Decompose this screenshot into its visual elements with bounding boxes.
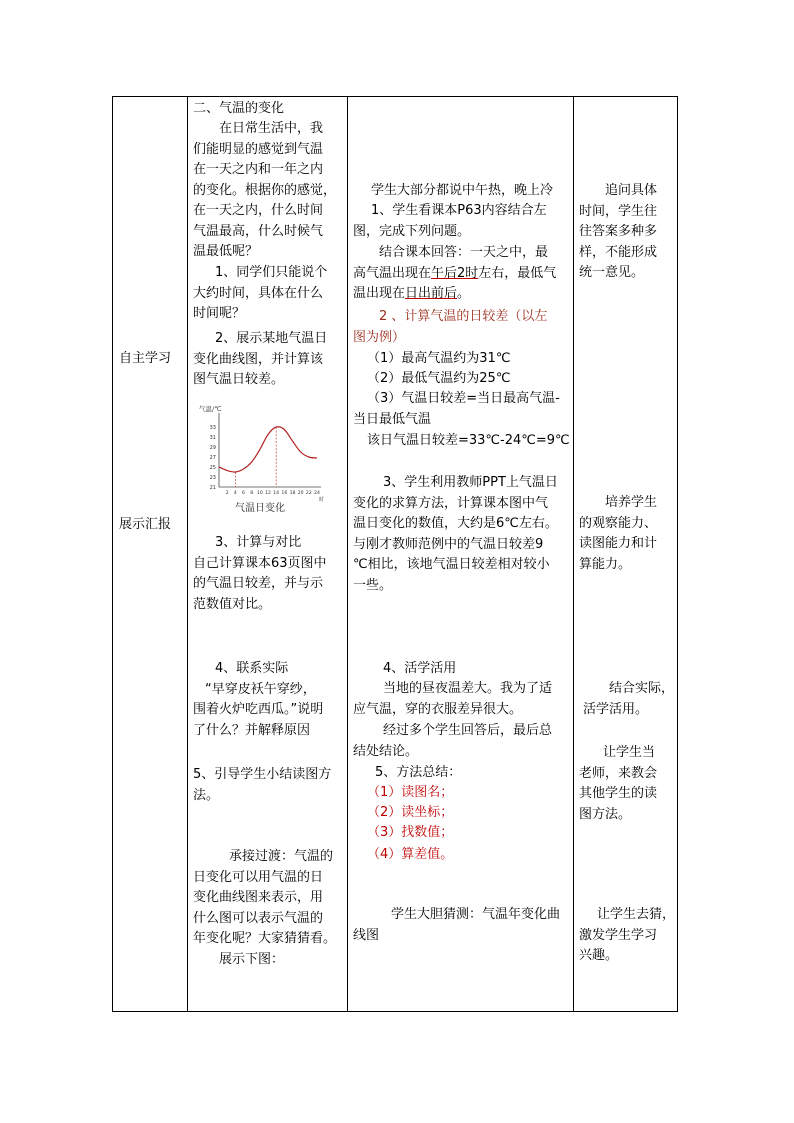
highest-time: 午后2时 [431,265,479,281]
y-tick-label: 21 [209,485,216,491]
student-step-2: 2 、计算气温的日较差（以左 图为例） [353,309,548,345]
y-tick-label: 27 [209,455,216,461]
y-tick-label: 29 [209,445,216,451]
x-tick-label: 8 [250,491,254,496]
student-step-3: 3、学生利用教师PPT上气温日 变化的求算方法，计算课本图中气 温日变化的数值，大约是6℃左右。 与刚才教师范例中的气温日较差9 ℃相比，该地气温日较差相对较小 一些。 [353,475,558,593]
y-axis-label: 气温/℃ [199,405,222,413]
x-tick-label: 4 [233,491,237,496]
temperature-curve [219,427,317,472]
range-formula: （3）气温日较差=当日最高气温- 当日最低气温 [353,391,560,427]
x-tick-label: 6 [242,491,245,496]
range-result: 该日气温日较差=33℃-24℃=9℃ [367,433,570,448]
question-2: 2、展示某地气温日 变化曲线图，并计算该 图气温日较差。 [193,331,328,387]
question-1: 1、同学们只能说个 大约时间，具体在什么 时间呢？ [193,265,328,321]
x-tick-label: 22 [305,491,312,496]
min-temp-line: （2）最低气温约为25℃ [367,371,511,386]
method-step-2: （2）读坐标； [367,805,454,820]
transition-text: 承接过渡：气温的 日变化可以用气温的日 变化曲线图来表示，用 什么图可以表示气温的 年变化呢？大家猜猜看。 展示下图： [193,849,337,967]
method-step-4: （4）算差值。 [367,847,454,862]
y-tick-label: 25 [209,465,216,471]
intent-4: 让学生当 老师，来教会 其他学生的读 图方法。 [579,745,658,822]
intent-5: 让学生去猜， 激发学生学习 兴趣。 [579,907,676,963]
student-conclusion: 经过多个学生回答后，最后总 结处结论。 [353,723,553,759]
temperature-daily-chart [197,403,327,521]
method-summary-heading: 5、方法总结： [375,765,462,780]
x-tick-label: 14 [273,491,280,496]
student-answer: 结合课本回答：一天之中，最 高气温出现在午后2时左右，最低气 温出现在日出前后。 [353,245,557,301]
stage-report: 展示汇报 [119,517,172,532]
x-tick-label: 16 [281,491,288,496]
y-tick-label: 23 [209,475,216,481]
method-step-1: （1）读图名； [367,785,454,800]
lowest-time: 日出前后 [405,286,458,301]
intent-2: 培养学生 的观察能力、 读图能力和计 算能力。 [579,495,658,572]
x-tick-label: 24 [314,491,320,496]
column-divider [347,97,348,1011]
column-divider [573,97,574,1011]
intent-3: 结合实际， 活学活用。 [583,681,675,717]
student-guess: 学生大胆猜测：气温年变化曲 线图 [353,907,561,943]
x-axis-label: 时 [319,497,325,503]
student-step-4: 4、活学活用 [383,661,457,676]
x-tick-label: 2 [225,491,229,496]
y-tick-label: 31 [209,435,216,441]
method-step-3: （3）找数值； [367,825,454,840]
student-apply: 当地的昼夜温差大。我为了适 应气温，穿的衣服差异很大。 [353,681,553,717]
intent-1: 追问具体 时间，学生往 往答案多种多 样，不能形成 统一意见。 [579,183,658,280]
lesson-table [112,96,678,1012]
intro-text: 在日常生活中，我 们能明显的感觉到气温 在一天之内和一年之内 的变化。根据你的感觉， 在一天之内，什么时间 气温最高，什么时候气 温最低呢？ [193,121,337,259]
question-4: 4、联系实际 “早穿皮袄午穿纱， 围着火炉吃西瓜。”说明 了什么？并解释原因 [193,661,324,738]
chart-title: 气温日变化 [235,503,285,514]
question-3: 3、计算与对比 自己计算课本63页图中 的气温日较差，并与示 范数值对比。 [193,535,327,612]
x-tick-label: 18 [289,491,296,496]
x-tick-label: 20 [297,491,304,496]
column-divider [187,97,188,1011]
max-temp-line: （1）最高气温约为31℃ [367,351,511,366]
question-5: 5、引导学生小结读图方 法。 [193,767,332,803]
section-heading: 二、气温的变化 [193,101,285,116]
y-tick-label: 33 [209,425,216,431]
stage-self-study: 自主学习 [119,351,172,366]
student-response-intro: 学生大部分都说中午热，晚上冷 [371,183,554,198]
x-tick-label: 12 [265,491,271,496]
student-step-1: 1、学生看课本P63内容结合左 图，完成下列问题。 [353,203,547,239]
x-tick-label: 10 [256,491,263,496]
